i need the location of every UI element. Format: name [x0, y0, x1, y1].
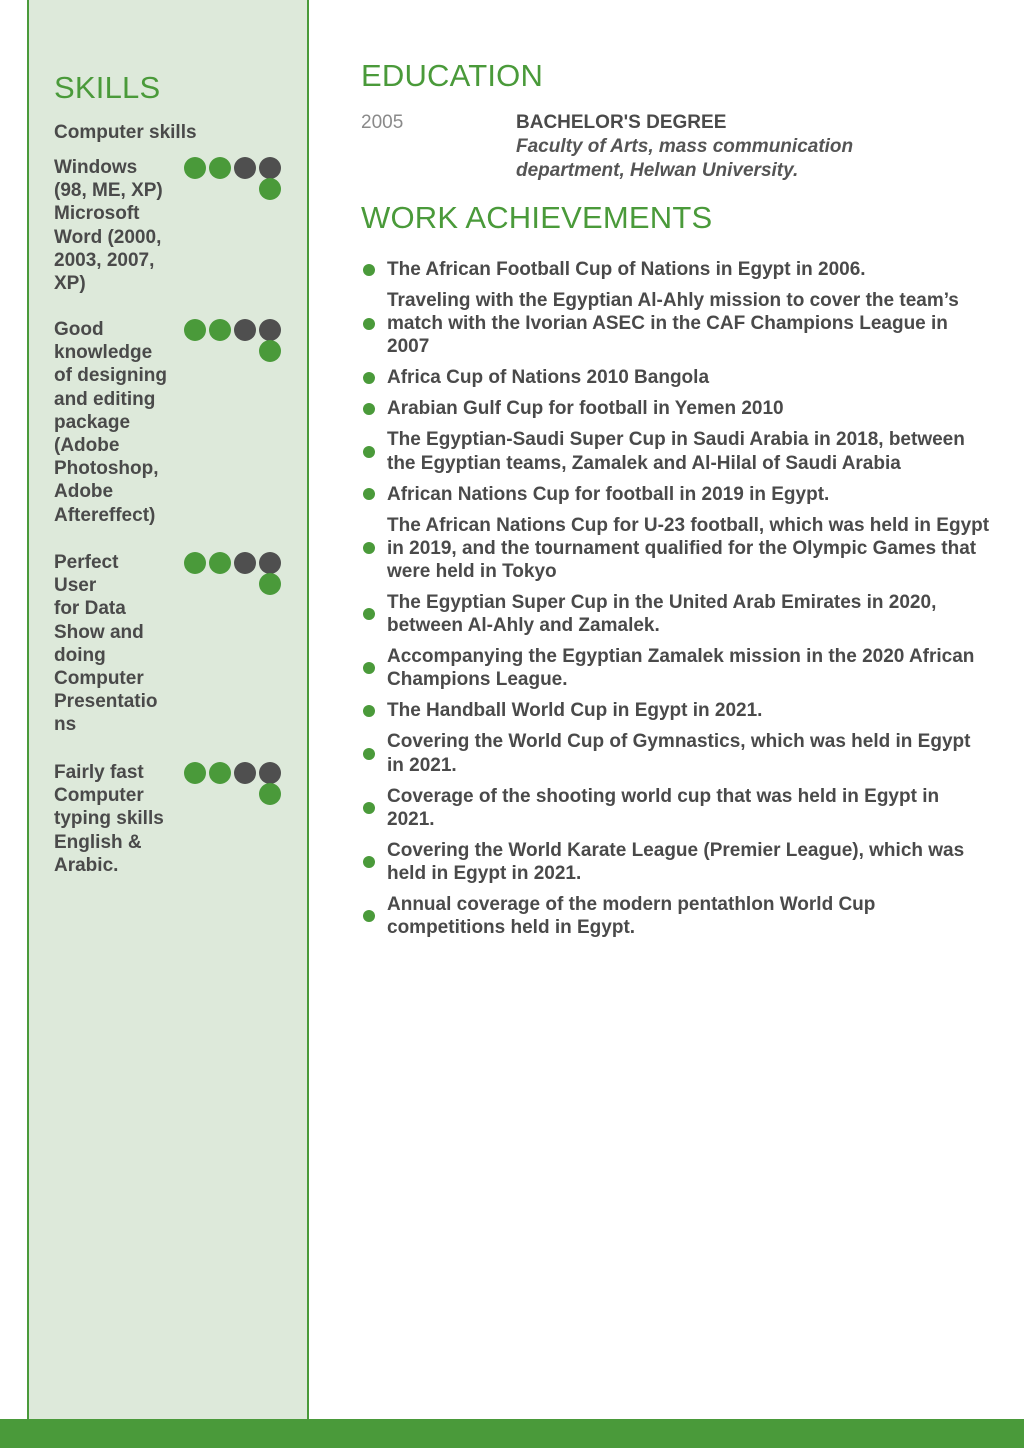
list-item-text: The Egyptian-Saudi Super Cup in Saudi Arabia in 2018, between the Egyptian teams, Zamalek and Al-Hilal of Saudi Arabia [387, 429, 965, 474]
rating-dot-filled-icon [259, 178, 281, 200]
list-item-text: Accompanying the Egyptian Zamalek mission in the 2020 African Champions League. [387, 646, 975, 691]
rating-dot-filled-icon [184, 552, 206, 574]
list-item-text: The Handball World Cup in Egypt in 2021. [387, 700, 763, 722]
skill-item [54, 551, 304, 737]
skill-item [54, 761, 304, 877]
bullet-icon [363, 802, 375, 814]
list-item-text: African Nations Cup for football in 2019 in Egypt. [387, 483, 830, 505]
education-title: EDUCATION [361, 58, 544, 93]
rating-dot-filled-icon [209, 762, 231, 784]
list-item-text: The Egyptian Super Cup in the United Arab Emirates in 2020, between Al-Ahly and Zamalek. [387, 592, 937, 637]
list-item [361, 514, 991, 584]
skill-rating [184, 319, 284, 365]
bullet-icon [363, 856, 375, 868]
rating-dot-empty-icon [234, 552, 256, 574]
bullet-icon [363, 372, 375, 384]
skill-text: Fairly fast Computer typing skills English & Arabic. [54, 762, 164, 876]
list-item [361, 258, 991, 281]
bullet-icon [363, 318, 375, 330]
education-degree: BACHELOR'S DEGREE [516, 112, 727, 133]
list-item-text: Coverage of the shooting world cup that was held in Egypt in 2021. [387, 785, 940, 830]
list-item [361, 785, 991, 831]
list-item-text: Arabian Gulf Cup for football in Yemen 2010 [387, 398, 784, 420]
rating-dot-empty-icon [259, 552, 281, 574]
skills-title: SKILLS [54, 70, 161, 105]
bullet-icon [363, 488, 375, 500]
list-item [361, 730, 991, 776]
bullet-icon [363, 264, 375, 276]
rating-dot-filled-icon [259, 573, 281, 595]
rating-dot-empty-icon [234, 762, 256, 784]
skills-subtitle: Computer skills [54, 122, 197, 143]
rating-dot-filled-icon [184, 762, 206, 784]
list-item-text: Traveling with the Egyptian Al-Ahly mission to cover the team’s match with the Ivorian ASEC in the CAF Champions League in 2007 [387, 290, 959, 358]
list-item-text: Africa Cup of Nations 2010 Bangola [387, 367, 710, 389]
rating-dot-filled-icon [184, 157, 206, 179]
list-item [361, 591, 991, 637]
rating-dot-empty-icon [259, 157, 281, 179]
skill-text: Good knowledge of designing and editing package (Adobe Photoshop, Adobe Aftereffect) [54, 319, 167, 526]
rating-dot-filled-icon [209, 552, 231, 574]
rating-dot-empty-icon [259, 319, 281, 341]
bullet-icon [363, 446, 375, 458]
list-item-text: Annual coverage of the modern pentathlon World Cup competitions held in Egypt. [387, 894, 876, 939]
bullet-icon [363, 542, 375, 554]
list-item-text: The African Nations Cup for U-23 football, which was held in Egypt in 2019, and the tournament qualified for the Olympic Games that were held in Tokyo [387, 514, 990, 583]
rating-dot-filled-icon [209, 157, 231, 179]
bullet-icon [363, 403, 375, 415]
rating-dot-filled-icon [184, 319, 206, 341]
rating-dot-filled-icon [209, 319, 231, 341]
rating-dot-filled-icon [259, 783, 281, 805]
list-item [361, 397, 991, 420]
bullet-icon [363, 662, 375, 674]
list-item-text: The African Football Cup of Nations in Egypt in 2006. [387, 259, 866, 280]
bullet-icon [363, 748, 375, 760]
bullet-icon [363, 608, 375, 620]
bullet-icon [363, 705, 375, 717]
skill-rating [184, 762, 284, 808]
rating-dot-empty-icon [234, 157, 256, 179]
education-detail: Faculty of Arts, mass communication department, Helwan University. [516, 136, 854, 181]
footer-bar [0, 1419, 1024, 1448]
skill-rating [184, 552, 284, 598]
rating-dot-empty-icon [259, 762, 281, 784]
skill-item [54, 156, 304, 295]
list-item [361, 699, 991, 722]
skill-text: Perfect User for Data Show and doing Computer Presentatio ns [54, 552, 158, 736]
list-item-text: Covering the World Cup of Gymnastics, which was held in Egypt in 2021. [387, 731, 971, 776]
list-item [361, 645, 991, 691]
list-item [361, 428, 991, 474]
list-item [361, 893, 991, 939]
bullet-icon [363, 910, 375, 922]
rating-dot-filled-icon [259, 340, 281, 362]
list-item [361, 289, 991, 359]
list-item [361, 366, 991, 389]
work-list [361, 258, 991, 947]
work-title: WORK ACHIEVEMENTS [361, 200, 713, 235]
list-item [361, 483, 991, 506]
skill-item [54, 318, 304, 527]
education-year: 2005 [361, 112, 404, 133]
skill-rating [184, 157, 284, 203]
skill-text: Windows (98, ME, XP) Microsoft Word (2000, 2003, 2007, XP) [54, 157, 163, 295]
list-item [361, 839, 991, 885]
rating-dot-empty-icon [234, 319, 256, 341]
list-item-text: Covering the World Karate League (Premier League), which was held in Egypt in 2021. [387, 839, 965, 885]
